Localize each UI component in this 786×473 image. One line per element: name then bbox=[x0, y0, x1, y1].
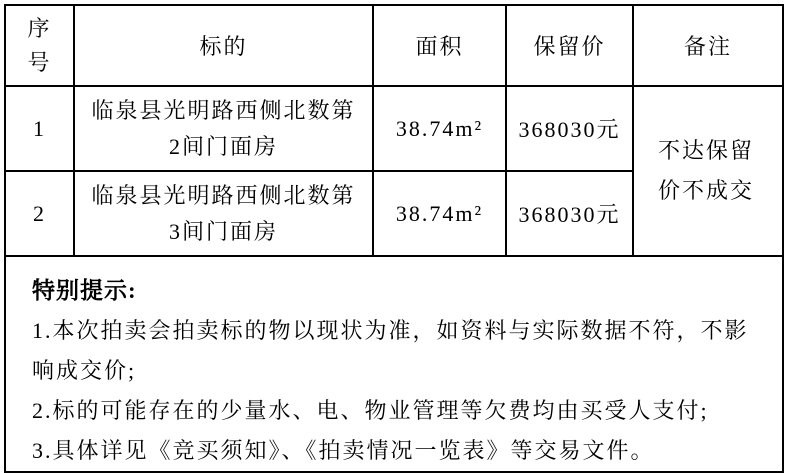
notice-row bbox=[5, 256, 783, 472]
notice-item-1: 1.本次拍卖会拍卖标的物以现状为准，如资料与实际数据不符，不影响成交价; bbox=[32, 318, 749, 383]
remark-text: 不达保留价不成交 bbox=[658, 138, 755, 203]
cell-subject: 临泉县光明路西侧北数第3间门面房 bbox=[74, 171, 373, 256]
notice-item-2: 2.标的可能存在的少量水、电、物业管理等欠费均由买受人支付; bbox=[32, 398, 709, 423]
column-header-seq-label: 序号 bbox=[27, 15, 52, 75]
column-header-reserve-price: 保留价 bbox=[506, 5, 633, 86]
cell-remark-merged bbox=[633, 86, 783, 256]
special-notice-section bbox=[5, 256, 783, 472]
cell-reserve-price: 368030元 bbox=[506, 86, 633, 171]
column-header-subject: 标的 bbox=[74, 5, 373, 86]
table-header-row bbox=[5, 5, 783, 86]
cell-subject: 临泉县光明路西侧北数第2间门面房 bbox=[74, 86, 373, 171]
column-header-area: 面积 bbox=[373, 5, 506, 86]
notice-item-3: 3.具体详见《竞买须知》、《拍卖情况一览表》等交易文件。 bbox=[32, 438, 655, 463]
column-header-seq bbox=[5, 5, 74, 86]
auction-lots-table bbox=[4, 4, 784, 473]
column-header-remark: 备注 bbox=[633, 5, 783, 86]
cell-reserve-price: 368030元 bbox=[506, 171, 633, 256]
table-row bbox=[5, 86, 783, 171]
cell-seq: 1 bbox=[5, 86, 74, 171]
cell-area: 38.74m² bbox=[373, 171, 506, 256]
cell-area: 38.74m² bbox=[373, 86, 506, 171]
cell-seq: 2 bbox=[5, 171, 74, 256]
special-notice-title: 特别提示: bbox=[32, 278, 137, 303]
